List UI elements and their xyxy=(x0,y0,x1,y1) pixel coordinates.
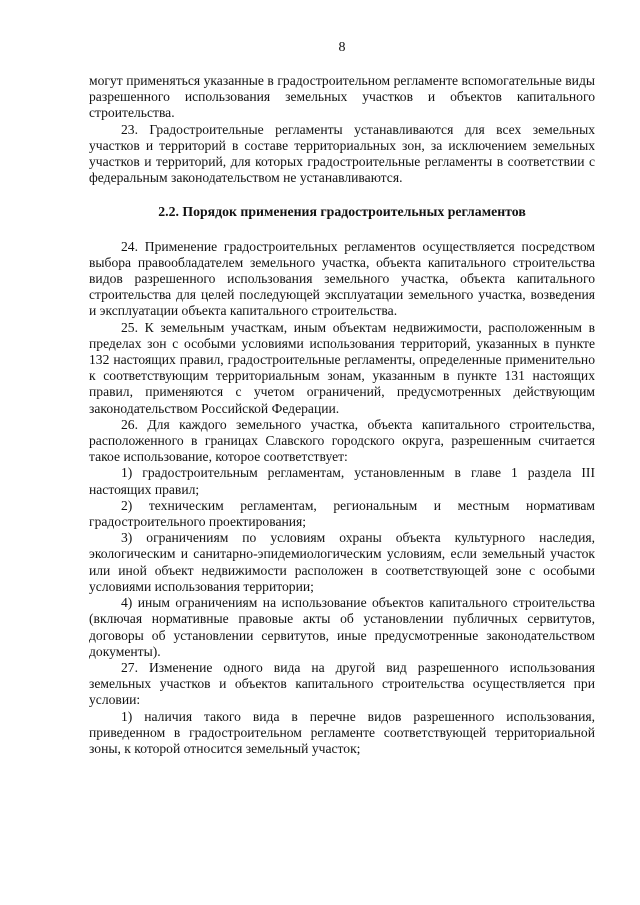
section-heading: 2.2. Порядок применения градостроительных регламентов xyxy=(158,204,526,220)
document-page xyxy=(89,40,595,757)
paragraph-26: 26. Для каждого земельного участка, объекта капитального строительства, расположенного в границах Славского городского округа, разрешенным считается такое использование, которое соответствует: xyxy=(89,416,595,465)
list-item-26-4: 4) иным ограничениям на использование объектов капитального строительства (включая нормативные правовые акты об установлении публичных сервитутов, договоры об установлении сервитутов, иные предусмотренные законодательством документы). xyxy=(89,595,595,659)
list-item-26-1: 1) градостроительным регламентам, установленным в главе 1 раздела III настоящих правил; xyxy=(89,465,595,497)
page-number: 8 xyxy=(338,40,346,55)
paragraph-24: 24. Применение градостроительных регламентов осуществляется посредством выбора правообладателем земельного участка, объекта капитального строительства видов разрешенного использования земельного участка, объекта капитального строительства для целей последующей эксплуатации земельного участка, возведения и эксплуатации объекта капитального строительства. xyxy=(89,238,595,319)
paragraph-25: 25. К земельным участкам, иным объектам недвижимости, расположенным в пределах зон с особыми условиями использования территорий, указанных в пункте 132 настоящих правил, градостроительные регламенты, определенные применительно к соответствующим территориальным зонам, указанным в пункте 131 настоящих правил, применяются с учетом ограничений, предусмотренных действующим законодательством Российской Федерации. xyxy=(89,319,595,416)
paragraph-27: 27. Изменение одного вида на другой вид разрешенного использования земельных участков и объектов капитального строительства осуществляется при условии: xyxy=(89,659,595,708)
paragraph-continuation: могут применяться указанные в градостроительном регламенте вспомогательные виды разрешенного использования земельных участков и объектов капитального строительства. xyxy=(89,73,595,121)
list-item-27-1: 1) наличия такого вида в перечне видов разрешенного использования, приведенном в градостроительном регламенте соответствующей территориальной зоны, к которой относится земельный участок; xyxy=(89,708,595,756)
paragraph-23: 23. Градостроительные регламенты устанавливаются для всех земельных участков и территорий в составе территориальных зон, за исключением земельных участков и территорий, для которых градостроительные регламенты в соответствии с федеральным законодательством не устанавливаются. xyxy=(89,121,595,186)
list-item-26-2: 2) техническим регламентам, региональным и местным нормативам градостроительного проектирования; xyxy=(89,497,595,530)
list-item-26-3: 3) ограничениям по условиям охраны объекта культурного наследия, экологическим и санитарно-эпидемиологическим условиям, если земельный участок или иной объект недвижимости расположен в соответствующей зоне с особыми условиями использования территории; xyxy=(89,530,595,594)
